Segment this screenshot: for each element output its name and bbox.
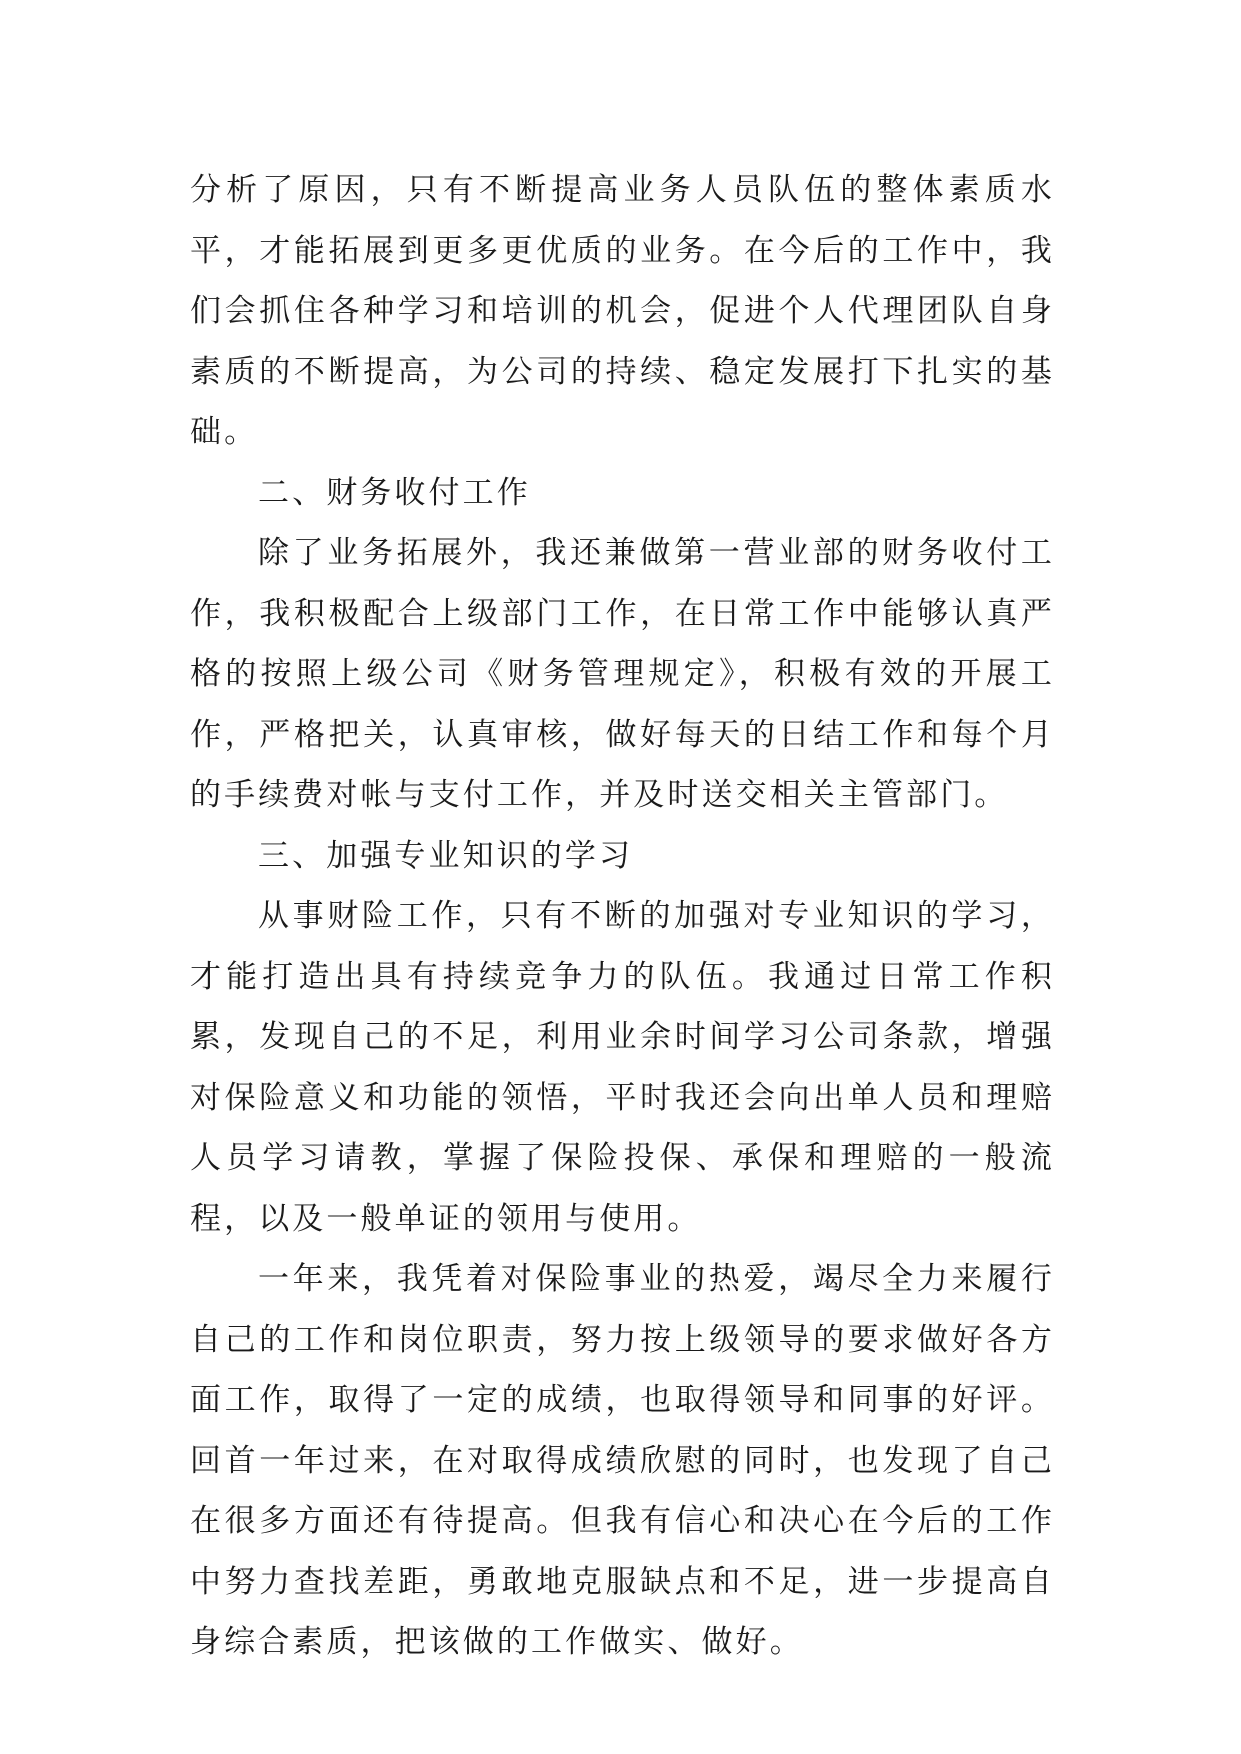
section-heading-finance: 二、财务收付工作 [258,474,531,511]
paragraph-finance: 除了业务拓展外，我还兼做第一营业部的财务收付工作，我积极配合上级部门工作，在日常工作中能够认真严格的按照上级公司《财务管理规定》，积极有效的开展工作，严格把关，认真审核，做好每天的日结工作和每个月的手续费对帐与支付工作，并及时送交相关主管部门。 [190,535,1055,813]
paragraph-continued: 分析了原因，只有不断提高业务人员队伍的整体素质水平，才能拓展到更多更优质的业务。在今后的工作中，我们会抓住各种学习和培训的机会，促进个人代理团队自身素质的不断提高，为公司的持续、稳定发展打下扎实的基础。 [190,172,1055,450]
paragraph-summary: 一年来，我凭着对保险事业的热爱，竭尽全力来履行自己的工作和岗位职责，努力按上级领导的要求做好各方面工作，取得了一定的成绩，也取得领导和同事的好评。回首一年过来，在对取得成绩欣慰的同时，也发现了自己在很多方面还有待提高。但我有信心和决心在今后的工作中努力查找差距，勇敢地克服缺点和不足，进一步提高自身综合素质，把该做的工作做实、做好。 [190,1261,1055,1660]
document-page [190,160,1055,1673]
section-heading-learning: 三、加强专业知识的学习 [258,837,634,874]
paragraph-learning: 从事财险工作，只有不断的加强对专业知识的学习，才能打造出具有持续竞争力的队伍。我通过日常工作积累，发现自己的不足，利用业余时间学习公司条款，增强对保险意义和功能的领悟，平时我还会向出单人员和理赔人员学习请教，掌握了保险投保、承保和理赔的一般流程，以及一般单证的领用与使用。 [190,898,1055,1237]
